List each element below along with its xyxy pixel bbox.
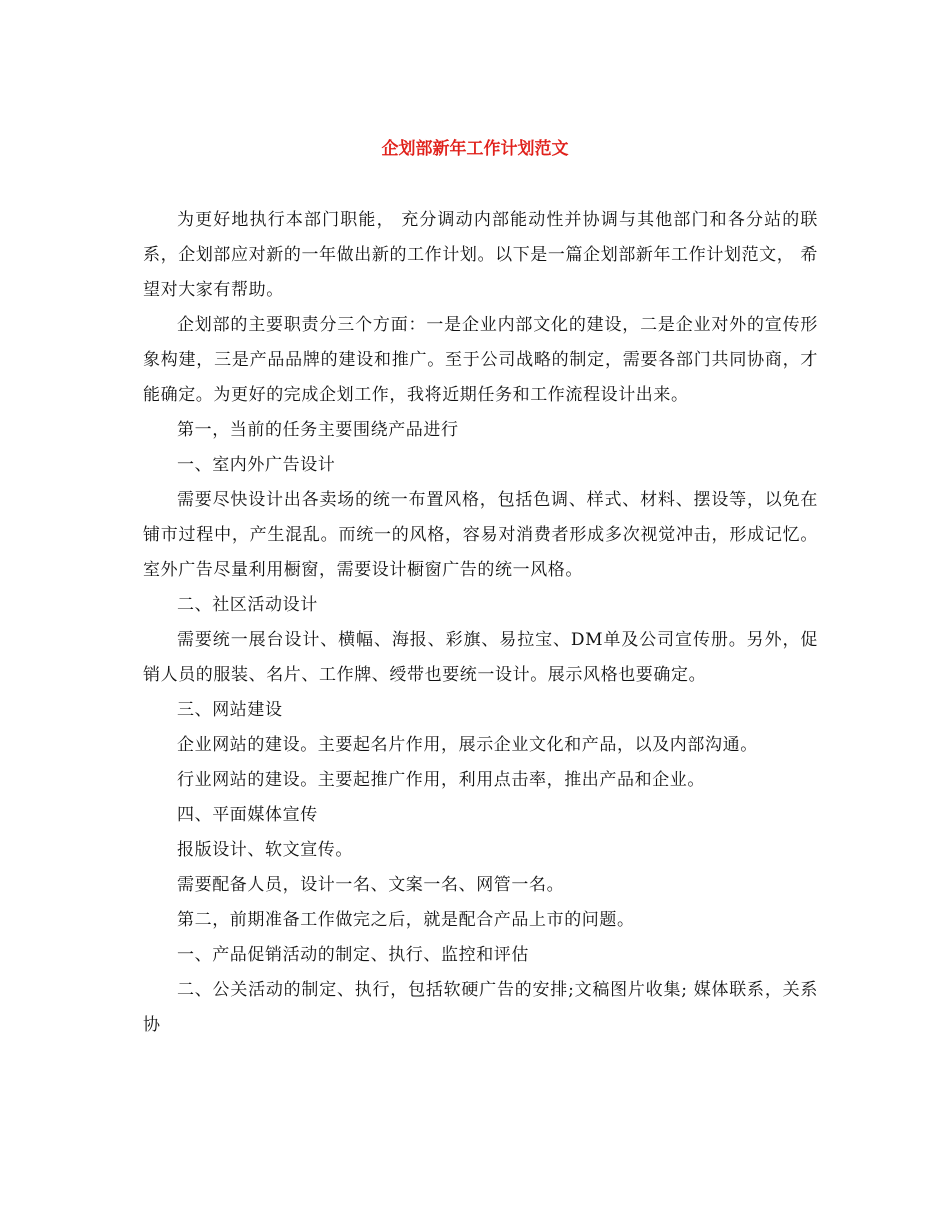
paragraph-responsibilities: 企划部的主要职责分三个方面：一是企业内部文化的建设，二是企业对外的宣传形象构建，三是产品品牌的建设和推广。至于公司战略的制定，需要各部门共同协商，才能确定。为更好的完成企划工作，我将近期任务和工作流程设计出来。 xyxy=(143,315,818,405)
paragraph-print-media: 报版设计、软文宣传。 xyxy=(177,840,353,860)
paragraph-industry-site: 行业网站的建设。主要起推广作用，利用点击率，推出产品和企业。 xyxy=(177,770,705,790)
heading-ad-design: 一、室内外广告设计 xyxy=(177,455,336,475)
paragraph-intro: 为更好地执行本部门职能， 充分调动内部能动性并协调与其他部门和各分站的联系，企划部应对新的一年做出新的工作计划。以下是一篇企划部新年工作计划范文， 希望对大家有帮助。 xyxy=(143,210,818,300)
heading-community-events: 二、社区活动设计 xyxy=(177,595,318,615)
paragraph-community-events: 需要统一展台设计、横幅、海报、彩旗、易拉宝、DM单及公司宣传册。另外，促销人员的服装、名片、工作牌、绶带也要统一设计。展示风格也要确定。 xyxy=(143,630,818,685)
heading-print-media: 四、平面媒体宣传 xyxy=(177,805,318,825)
paragraph-company-site: 企业网站的建设。主要起名片作用，展示企业文化和产品，以及内部沟通。 xyxy=(177,735,758,755)
document-title: 企划部新年工作计划范文 xyxy=(381,139,569,159)
heading-first-task: 第一，当前的任务主要围绕产品进行 xyxy=(177,420,459,440)
paragraph-pr-activities: 二、公关活动的制定、执行，包括软硬广告的安排;文稿图片收集; 媒体联系，关系协 xyxy=(143,980,818,1035)
heading-second-task: 第二，前期准备工作做完之后，就是配合产品上市的问题。 xyxy=(177,910,635,930)
heading-promotion: 一、产品促销活动的制定、执行、监控和评估 xyxy=(177,945,529,965)
document-body xyxy=(143,203,818,1043)
heading-website: 三、网站建设 xyxy=(177,700,283,720)
paragraph-staffing: 需要配备人员，设计一名、文案一名、网管一名。 xyxy=(177,875,565,895)
paragraph-ad-design: 需要尽快设计出各卖场的统一布置风格，包括色调、样式、材料、摆设等，以免在铺市过程中，产生混乱。而统一的风格，容易对消费者形成多次视觉冲击，形成记忆。室外广告尽量利用橱窗，需要设计橱窗广告的统一风格。 xyxy=(143,490,818,580)
